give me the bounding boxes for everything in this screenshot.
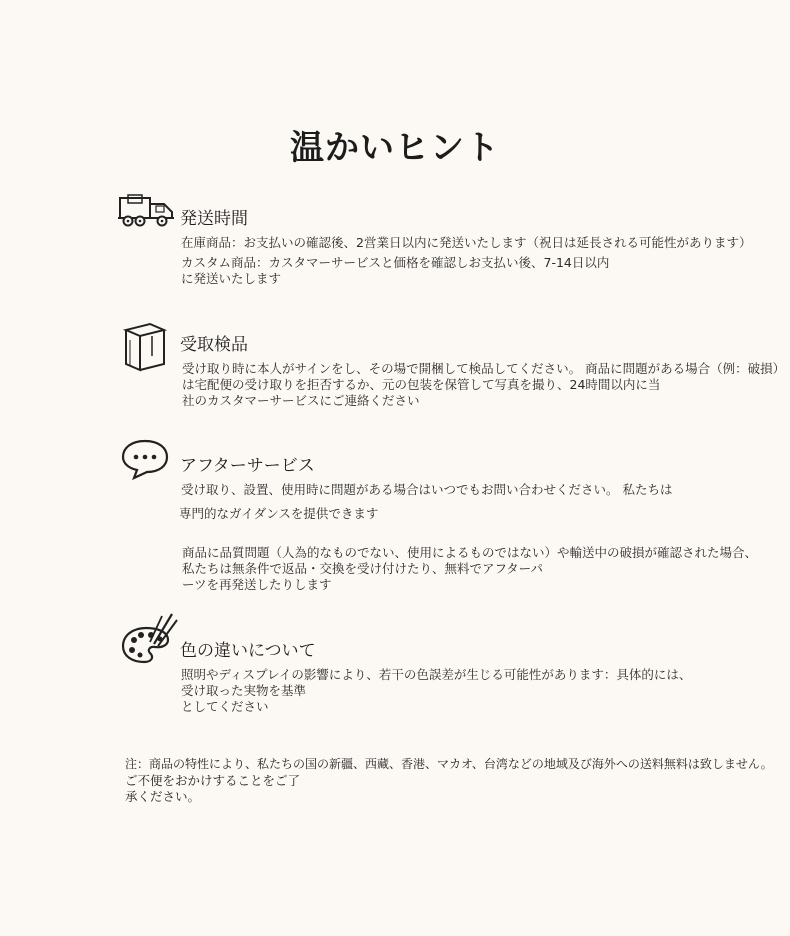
box-icon: [120, 320, 170, 372]
truck-icon: [116, 194, 178, 230]
section-text-line: ーツを再発送したりします: [182, 577, 332, 592]
page-title: 温かいヒント: [290, 128, 500, 168]
palette-icon: [120, 610, 180, 666]
section-text-line: 在庫商品：お支払いの確認後、2営業日以内に発送いたします（祝日は延長される可能性があります）: [181, 235, 752, 250]
section-heading-color: 色の違いについて: [180, 641, 316, 661]
note-text-line: ご不便をおかけすることをご了: [125, 773, 301, 788]
section-text-line: 受け取り、設置、使用時に問題がある場合はいつでもお問い合わせください。 私たちは: [181, 482, 673, 497]
section-heading-inspection: 受取検品: [180, 335, 248, 355]
section-text-line: 照明やディスプレイの影響により、若干の色誤差が生じる可能性があります：具体的には、: [181, 667, 692, 682]
section-text-line: 私たちは無条件で返品・交換を受け付けたり、無料でアフターパ: [182, 561, 544, 576]
section-heading-shipping: 発送時間: [180, 209, 248, 229]
section-text-line: としてください: [181, 699, 269, 714]
section-text-line: は宅配便の受け取りを拒否するか、元の包装を保管して写真を撮り、24時間以内に当: [182, 377, 661, 392]
section-text-line: 受け取り時に本人がサインをし、その場で開梱して検品してください。 商品に問題がある場合（例：破損）: [182, 361, 786, 376]
section-text-line: 社のカスタマーサービスにご連絡ください: [182, 393, 420, 408]
chat-bubble-icon: [120, 438, 170, 482]
section-text-line: に発送いたします: [181, 271, 282, 286]
section-text-line: 受け取った実物を基準: [181, 683, 307, 698]
section-text-line: カスタム商品：カスタマーサービスと価格を確認しお支払い後、7-14日以内: [181, 255, 610, 270]
note-text-line: 承ください。: [125, 789, 201, 804]
section-text-line: 商品に品質問題（人為的なものでない、使用によるものではない）や輸送中の破損が確認された場合、: [182, 545, 758, 560]
section-heading-after-service: アフターサービス: [180, 456, 315, 476]
section-text-line: 専門的なガイダンスを提供できます: [179, 506, 379, 521]
note-text-line: 注：商品の特性により、私たちの国の新疆、西藏、香港、マカオ、台湾などの地域及び海外への送料無料は致しません。: [125, 757, 773, 771]
